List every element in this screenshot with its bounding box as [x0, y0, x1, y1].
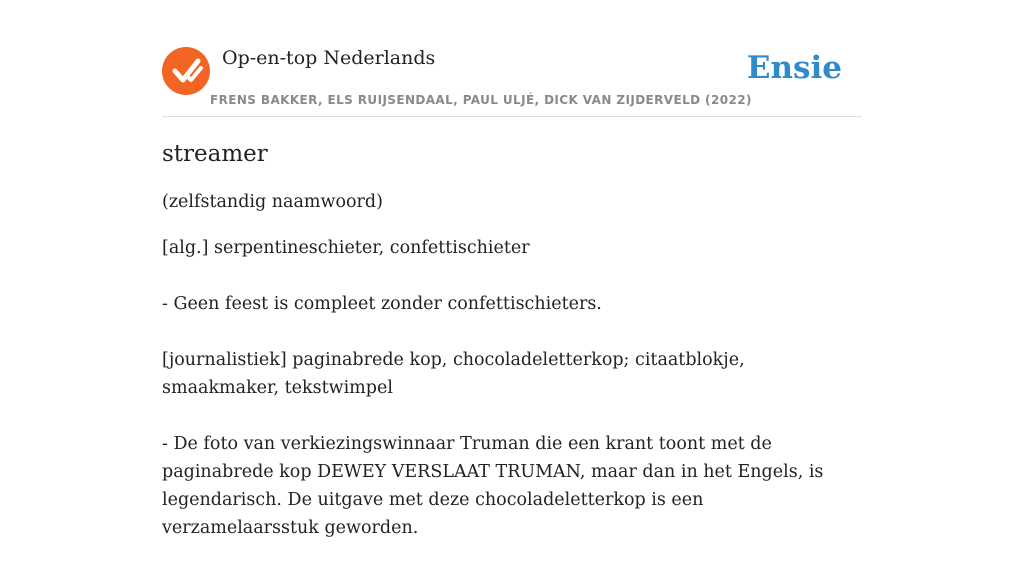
ensie-logo[interactable]: Ensie	[746, 50, 842, 86]
example-line: - Geen feest is compleet zonder confettischieters.	[162, 294, 602, 314]
entry-word: streamer	[162, 141, 268, 167]
definition-line: [alg.] serpentineschieter, confettischieter	[162, 238, 530, 258]
definition-content	[162, 140, 862, 570]
source-header	[162, 40, 862, 117]
checkmark-icon	[162, 47, 210, 95]
source-title[interactable]: Op-en-top Nederlands	[222, 47, 436, 69]
part-of-speech: (zelfstandig naamwoord)	[162, 192, 383, 212]
definition-line: [journalistiek] paginabrede kop, chocoladeletterkop; citaatblokje, smaakmaker, tekstwimpel	[162, 350, 745, 398]
source-authors: FRENS BAKKER, ELS RUIJSENDAAL, PAUL ULJÉ, DICK VAN ZIJDERVELD (2022)	[210, 93, 752, 107]
example-line: - De foto van verkiezingswinnaar Truman die een krant toont met de paginabrede kop DEWEY VERSLAAT TRUMAN, maar dan in het Engels, is legendarisch. De uitgave met deze chocoladeletterkop is een verzamelaarsstuk geworden.	[162, 434, 824, 538]
source-logo	[162, 47, 210, 95]
